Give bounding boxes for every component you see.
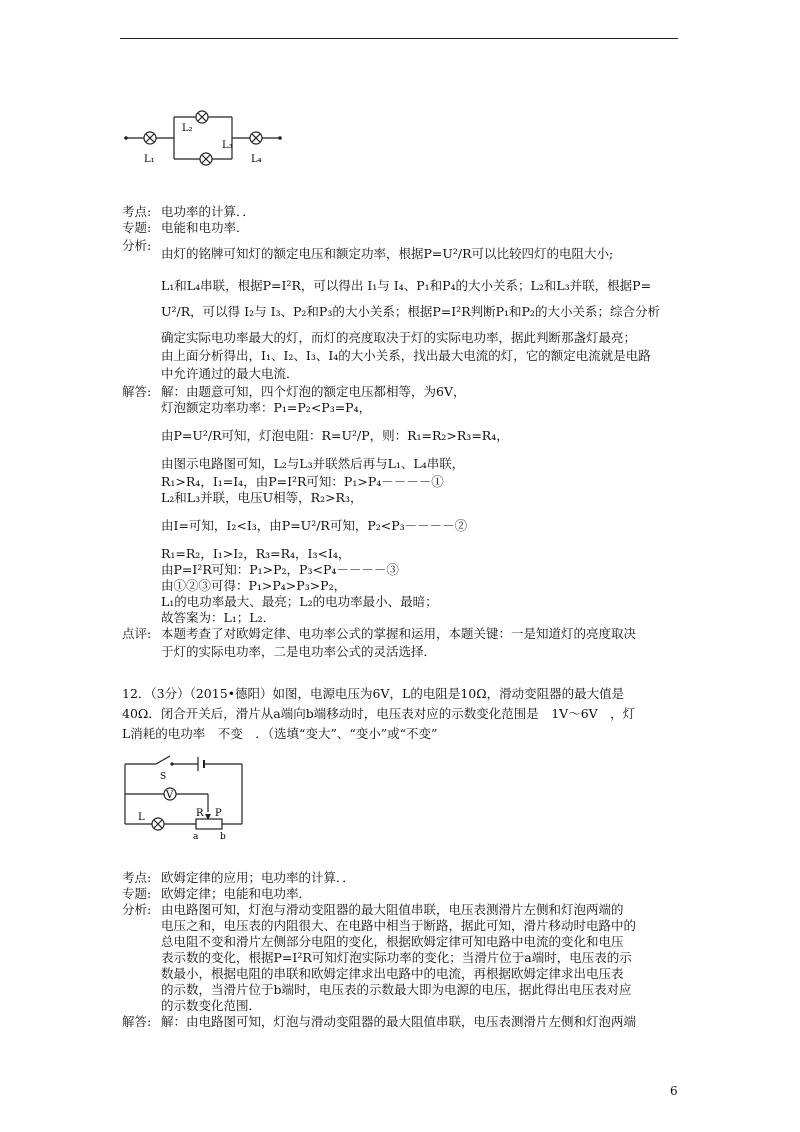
fenxi-label-1: 分析: bbox=[122, 238, 152, 253]
label-l4: L₄ bbox=[251, 154, 262, 165]
zhuanti-label-1: 专题: bbox=[122, 220, 152, 235]
label-s: S bbox=[160, 772, 167, 782]
label-r: R bbox=[196, 808, 204, 819]
fenxi-line: L₁和L₄串联，根据P=I²R，可以得出 I₁与 I₄、P₁和P₄的大小关系；L₂和L₃并联，根据P= bbox=[161, 278, 652, 293]
fenxi-line: 数最小，根据电阻的串联和欧姆定律求出电路中的电流，再根据欧姆定律求出电压表 bbox=[161, 966, 624, 981]
jieda-line: 解：由题意可知，四个灯泡的额定电压都相等，为6V， bbox=[161, 384, 466, 399]
fenxi-line: 由灯的铭牌可知灯的额定电压和额定功率，根据P=U²/R可以比较四灯的电阻大小; bbox=[161, 246, 614, 261]
label-l1: L₁ bbox=[144, 154, 155, 165]
jieda-label-1: 解答: bbox=[122, 384, 152, 399]
kaodian-text-2: 欧姆定律的应用；电功率的计算．． bbox=[161, 870, 355, 885]
jieda-line: 故答案为：L₁；L₂． bbox=[161, 610, 276, 625]
jieda-line: 由I=可知，I₂<I₃，由P=U²/R可知，P₂<P₃－－－－② bbox=[161, 518, 468, 533]
zhuanti-text-1: 电能和电功率． bbox=[161, 220, 249, 235]
question-12-line: 12．（3分）（2015•德阳）如图，电源电压为6V，L的电阻是10Ω，滑动变阻器的最大值是 bbox=[122, 686, 625, 701]
kaodian-label-2: 考点: bbox=[122, 870, 152, 885]
zhuanti-label-2: 专题: bbox=[122, 886, 152, 901]
dianping-line: 于灯的实际电功率，二是电功率公式的灵活选择． bbox=[161, 644, 437, 659]
jieda-line: 由P=U²/R可知，灯泡电阻：R=U²/P，则：R₁=R₂>R₃=R₄， bbox=[161, 428, 509, 443]
fenxi-line: 总电阻不变和滑片左侧部分电阻的变化，根据欧姆定律可知电路中电流的变化和电压 bbox=[161, 934, 624, 949]
fenxi-line: 中允许通过的最大电流． bbox=[161, 366, 299, 381]
zhuanti-text-2: 欧姆定律；电能和电功率． bbox=[161, 886, 312, 901]
fenxi-line: 表示数的变化，根据P=I²R可知灯泡实际功率的变化；当滑片位于a端时，电压表的示 bbox=[161, 950, 632, 965]
fenxi-label-2: 分析: bbox=[122, 902, 152, 917]
label-p: P bbox=[215, 808, 222, 819]
fenxi-line: 由电路图可知，灯泡与滑动变阻器的最大阻值串联，电压表测滑片左侧和灯泡两端的 bbox=[161, 902, 624, 917]
label-l: L bbox=[138, 812, 145, 823]
jieda-line: 由①②③可得：P₁>P₄>P₃>P₂， bbox=[161, 578, 347, 593]
jieda-line: R₁>R₄，I₁=I₄，由P=I²R可知：P₁>P₄－－－－① bbox=[161, 474, 444, 489]
label-l3: L₃ bbox=[222, 140, 233, 151]
jieda-line: R₁=R₂，I₁>I₂，R₃=R₄，I₃<I₄， bbox=[161, 546, 351, 561]
jieda-label-2: 解答: bbox=[122, 1014, 152, 1029]
fenxi-line: 确定实际电功率最大的灯，而灯的亮度取决于灯的实际电功率，据此判断那盏灯最亮； bbox=[161, 330, 637, 345]
label-l2: L₂ bbox=[182, 123, 193, 134]
dianping-line: 本题考查了对欧姆定律、电功率公式的掌握和运用，本题关键：一是知道灯的亮度取决 bbox=[161, 626, 637, 641]
jieda-line: 由P=I²R可知：P₁>P₂，P₃<P₄－－－－③ bbox=[161, 562, 399, 577]
dianping-label-1: 点评: bbox=[122, 626, 152, 641]
label-a: a bbox=[193, 832, 199, 842]
question-12-line: L消耗的电功率 不变 ．（选填“变大”、“变小”或“不变” bbox=[122, 726, 438, 741]
kaodian-label-1: 考点: bbox=[122, 204, 152, 219]
jieda-line: 灯泡额定功率功率：P₁=P₂<P₃=P₄， bbox=[161, 400, 372, 415]
jieda-line: L₁的电功率最大、最亮；L₂的电功率最小、最暗； bbox=[161, 594, 438, 609]
jieda-line: L₂和L₃并联，电压U相等，R₂>R₃， bbox=[161, 490, 363, 505]
fenxi-line: U²/R，可以得 I₂与 I₃、P₂和P₃的大小关系；根据P=I²R判断P₁和P₂的大小关系；综合分析 bbox=[161, 304, 660, 319]
label-b: b bbox=[220, 832, 226, 842]
fenxi-line: 电压之和，电压表的内阻很大、在电路中相当于断路，据此可知，滑片移动时电路中的 bbox=[161, 918, 637, 933]
jieda-line: 由图示电路图可知，L₂与L₃并联然后再与L₁、L₄串联， bbox=[161, 456, 465, 471]
rheostat-circuit-figure bbox=[118, 754, 248, 842]
label-v: V bbox=[166, 790, 174, 801]
lamp-circuit-figure bbox=[118, 104, 298, 166]
fenxi-line: 由上面分析得出，I₁、I₂、I₃、I₄的大小关系，找出最大电流的灯，它的额定电流就是电路 bbox=[161, 348, 651, 363]
top-rule bbox=[120, 38, 678, 39]
kaodian-text-1: 电功率的计算．． bbox=[161, 204, 255, 219]
page-number: 6 bbox=[670, 1084, 678, 1098]
fenxi-line: 的示数，当滑片位于b端时，电压表的示数最大即为电源的电压，据此得出电压表对应 bbox=[161, 982, 632, 997]
jieda-line: 解：由电路图可知，灯泡与滑动变阻器的最大阻值串联，电压表测滑片左侧和灯泡两端 bbox=[161, 1014, 637, 1029]
fenxi-line: 的示数变化范围． bbox=[161, 998, 262, 1013]
question-12-line: 40Ω．闭合开关后，滑片从a端向b端移动时，电压表对应的示数变化范围是 1V～6V ，灯 bbox=[122, 706, 636, 721]
